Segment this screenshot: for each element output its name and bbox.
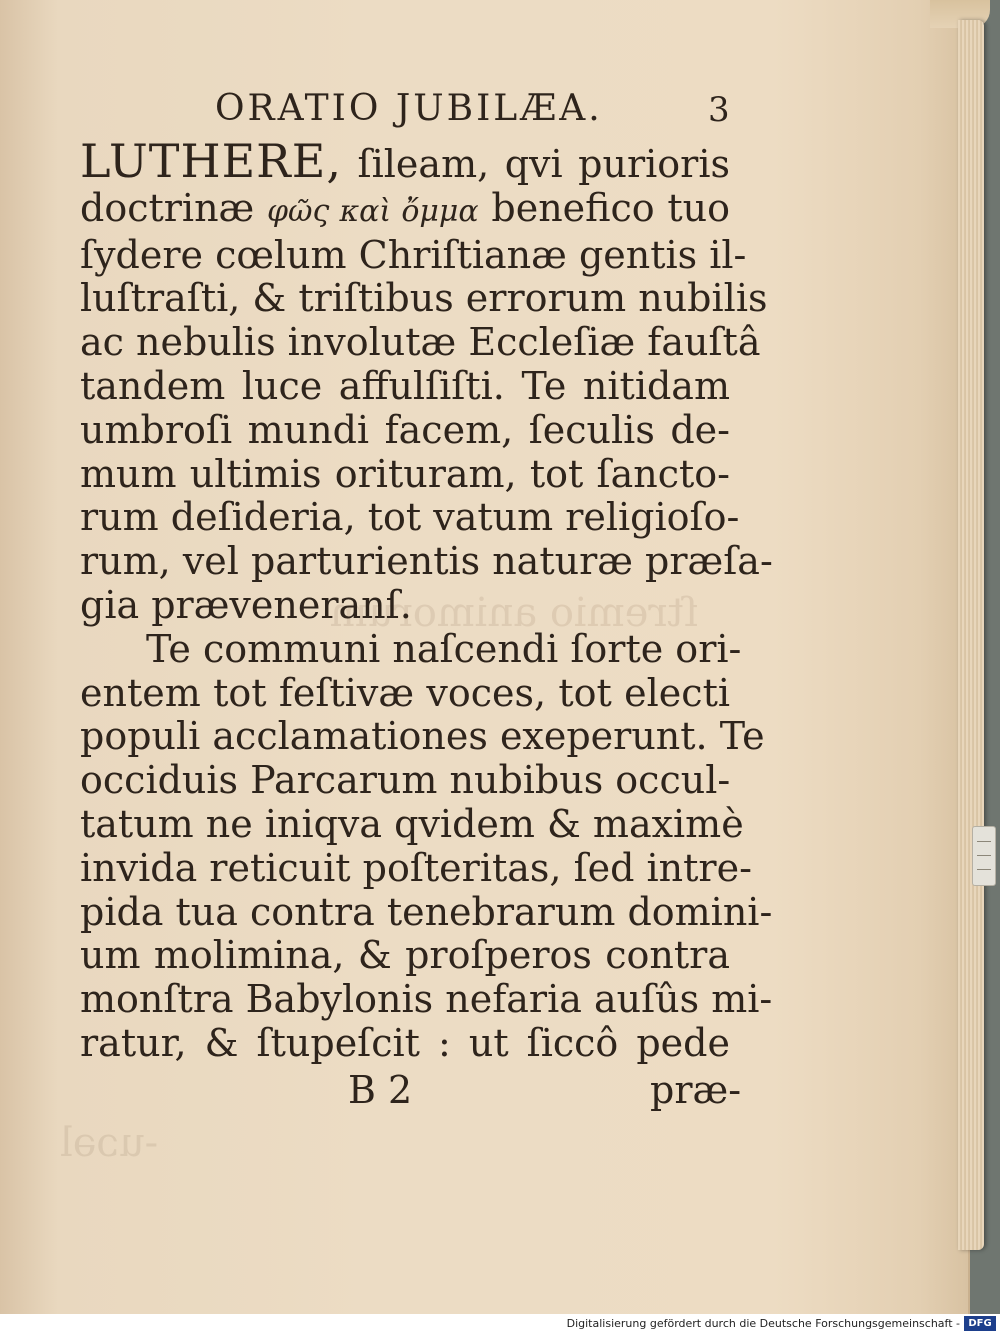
text-line: rum, vel parturientis naturæ præſa- [80,539,773,584]
signature-mark: B 2 [348,1067,413,1112]
text-line: entem tot feſtivæ voces, tot electi [80,670,730,715]
bleed-through-text: -uɔəl [60,1120,159,1166]
text-line: tandem luce affulſiſti. Te nitidam [80,363,730,408]
text-line: invida reticuit poſteritas, ſed intre- [80,845,752,890]
credit-bar [0,1314,1000,1334]
text-line: umbroſi mundi facem, ſeculis de- [80,407,730,452]
page-header [80,88,740,140]
page-text-block [80,88,773,1118]
page-edges [958,20,984,1250]
greek-phrase: φῶς καὶ ὄμμα [267,193,479,229]
text-line: gia præveneranſ. [80,582,412,627]
text-line: monſtra Babylonis nefaria auſûs mi- [80,977,773,1022]
text-line: LUTHERE, ſileam, qvi purioris [80,134,730,188]
page-footer [80,1068,740,1118]
text-line: occiduis Parcarum nubibus occul- [80,758,731,803]
text-line: rum deſideria, tot vatum religioſo- [80,495,740,540]
text-line: luſtraſti, & triſtibus errorum nubilis [80,276,768,321]
catchword: præ- [650,1067,742,1112]
page-number: 3 [708,90,730,130]
text-line: Te communi naſcendi ſorte ori- [146,626,742,671]
text-line: ratur, & ſtupeſcit : ut ſiccô pede [80,1020,730,1065]
text-line: tatum ne iniqva qvidem & maximè [80,801,744,846]
credit-text: Digitalisierung gefördert durch die Deutsche Forschungsgemeinschaft - [566,1317,960,1330]
lead-word: LUTHERE, [80,134,343,188]
bookmark-tab [972,826,996,886]
text-line: doctrinæ φῶς καὶ ὄμμα benefico tuo [80,185,730,230]
text-line: pida tua contra tenebrarum domini- [80,889,773,934]
text-line: mum ultimis orituram, tot ſancto- [80,451,730,496]
text-line: um molimina, & proſperos contra [80,933,730,978]
text-line: ac nebulis involutæ Eccleſiæ fauſtâ [80,320,761,365]
bleed-through-text: ſtremio animorum [330,590,699,636]
running-head: ORATIO JUBILÆA. [215,88,603,129]
dfg-logo: DFG [964,1316,996,1331]
text-line: populi acclamationes exeperunt. Te [80,714,765,759]
text-line: ſydere cœlum Chriſtianæ gentis il- [80,232,747,277]
